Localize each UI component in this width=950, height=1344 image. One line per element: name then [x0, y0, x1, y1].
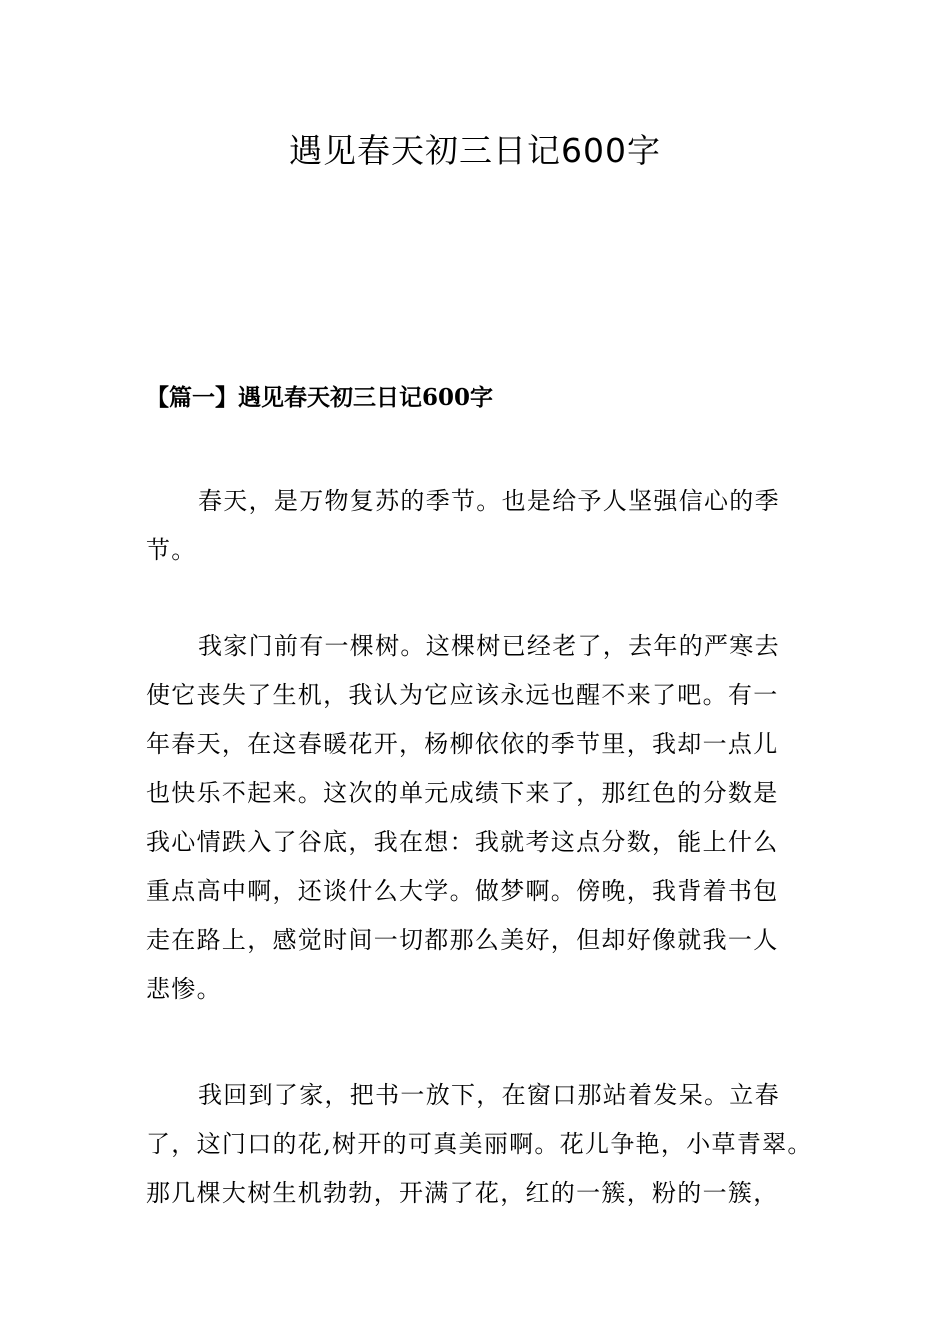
paragraph-3: [146, 1071, 814, 1218]
paragraph-line: 节。: [146, 536, 197, 564]
paragraph-line: 我家门前有一棵树。这棵树已经老了，去年的严寒去: [198, 632, 780, 660]
paragraph-line: 走在路上，感觉时间一切都那么美好，但却好像就我一人: [146, 926, 779, 954]
paragraph-line: 我回到了家，把书一放下，在窗口那站着发呆。立春: [198, 1081, 780, 1109]
paragraph-line: 使它丧失了生机，我认为它应该永远也醒不来了吧。有一: [146, 681, 779, 709]
paragraph-1: [146, 477, 814, 575]
paragraph-line: 我心情跌入了谷底，我在想：我就考这点分数，能上什么: [146, 828, 779, 856]
section-heading: 【篇一】遇见春天初三日记600字: [146, 384, 494, 411]
paragraph-line: 年春天，在这春暖花开，杨柳依依的季节里，我却一点儿: [146, 730, 779, 758]
document-title: 遇见春天初三日记600字: [289, 131, 661, 170]
paragraph-line: 那几棵大树生机勃勃，开满了花，红的一簇，粉的一簇，: [146, 1179, 779, 1207]
paragraph-line: 重点高中啊，还谈什么大学。做梦啊。傍晚，我背着书包: [146, 877, 779, 905]
paragraph-line: 了，这门口的花,树开的可真美丽啊。花儿争艳，小草青翠。: [146, 1130, 813, 1158]
paragraph-2: [146, 622, 814, 1014]
paragraph-line: 春天，是万物复苏的季节。也是给予人坚强信心的季: [198, 487, 780, 515]
paragraph-line: 也快乐不起来。这次的单元成绩下来了，那红色的分数是: [146, 779, 779, 807]
paragraph-line: 悲惨。: [146, 975, 222, 1003]
